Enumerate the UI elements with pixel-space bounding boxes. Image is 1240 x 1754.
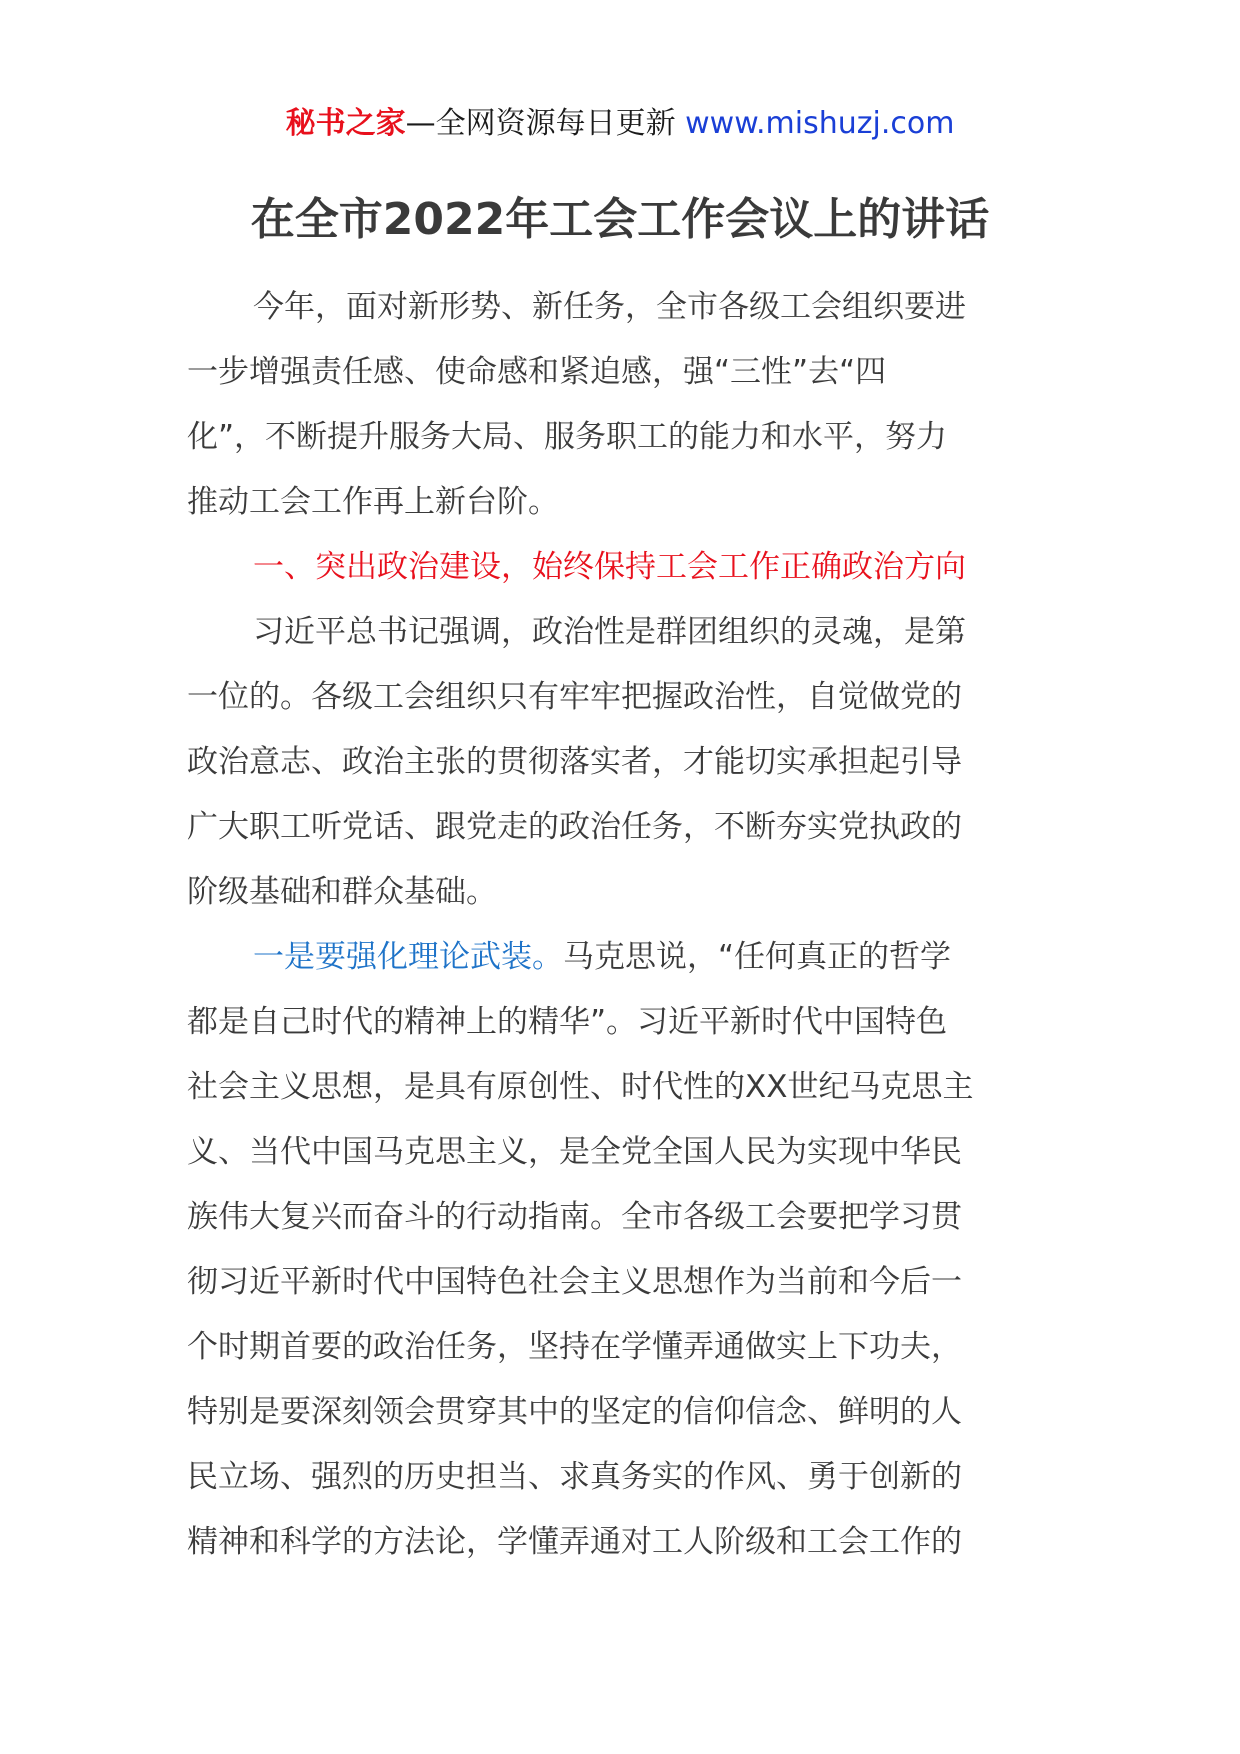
- section-heading: 一、突出政治建设，始终保持工会工作正确政治方向: [253, 549, 966, 585]
- header-tagline: —全网资源每日更新: [405, 106, 676, 141]
- document-body: [187, 275, 1055, 1575]
- site-url-link[interactable]: www.mishuzj.com: [685, 106, 955, 141]
- paragraph-line: [187, 925, 1055, 990]
- paragraph-line: 阶级基础和群众基础。: [187, 874, 497, 910]
- paragraph-line: 精神和科学的方法论，学懂弄通对工人阶级和工会工作的: [187, 1524, 962, 1560]
- paragraph-line: 一步增强责任感、使命感和紧迫感，强“三性”去“四: [187, 354, 887, 390]
- paragraph-line: 彻习近平新时代中国特色社会主义思想作为当前和今后一: [187, 1264, 962, 1300]
- paragraph-line: 推动工会工作再上新台阶。: [187, 484, 559, 520]
- paragraph-line: 族伟大复兴而奋斗的行动指南。全市各级工会要把学习贯: [187, 1199, 962, 1235]
- paragraph-line: 社会主义思想，是具有原创性、时代性的XX世纪马克思主: [187, 1069, 974, 1105]
- paragraph-line: 个时期首要的政治任务，坚持在学懂弄通做实上下功夫，: [187, 1329, 962, 1365]
- paragraph-line: 习近平总书记强调，政治性是群团组织的灵魂，是第: [253, 614, 966, 650]
- site-header: [0, 100, 1240, 148]
- paragraph-line: 广大职工听党话、跟党走的政治任务，不断夯实党执政的: [187, 809, 962, 845]
- paragraph-line: 一位的。各级工会组织只有牢牢把握政治性，自觉做党的: [187, 679, 962, 715]
- brand-name: 秘书之家: [285, 106, 406, 141]
- paragraph-line: 政治意志、政治主张的贯彻落实者，才能切实承担起引导: [187, 744, 962, 780]
- paragraph-line: 民立场、强烈的历史担当、求真务实的作风、勇于创新的: [187, 1459, 962, 1495]
- subsection-keyword: 一是要强化理论武装。: [253, 939, 563, 975]
- paragraph-text: 马克思说，“任何真正的哲学: [563, 939, 952, 975]
- paragraph-line: 今年，面对新形势、新任务，全市各级工会组织要进: [253, 289, 966, 325]
- paragraph-line: 化”，不断提升服务大局、服务职工的能力和水平，努力: [187, 419, 948, 455]
- paragraph-line: 特别是要深刻领会贯穿其中的坚定的信仰信念、鲜明的人: [187, 1394, 962, 1430]
- paragraph-line: 义、当代中国马克思主义，是全党全国人民为实现中华民: [187, 1134, 962, 1170]
- paragraph-line: 都是自己时代的精神上的精华”。习近平新时代中国特色: [187, 1004, 948, 1040]
- document-title: 在全市2022年工会工作会议上的讲话: [250, 194, 990, 245]
